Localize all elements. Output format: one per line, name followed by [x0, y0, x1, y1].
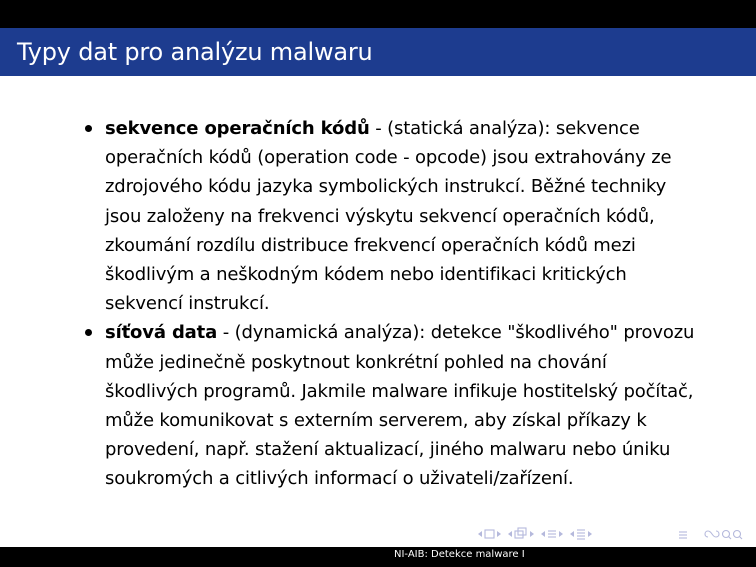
nav-document-next-icon[interactable]	[588, 531, 592, 537]
slide-title: Typy dat pro analýzu malwaru	[17, 38, 373, 66]
nav-subsection-icon[interactable]	[515, 528, 526, 538]
bullet-item-opcode	[84, 114, 704, 318]
nav-document-icon[interactable]	[577, 530, 585, 539]
footer-course-title: NI-AIB: Detekce malware I	[394, 549, 525, 560]
nav-frame-icon[interactable]	[485, 530, 494, 538]
title-bar	[0, 28, 756, 76]
nav-section-prev-icon[interactable]	[541, 531, 545, 537]
nav-section-next-icon[interactable]	[559, 531, 563, 537]
slide-content	[84, 114, 704, 494]
nav-frame-next-icon[interactable]	[497, 531, 501, 537]
bullet-text: - (dynamická analýza): detekce "škodlivého" provozu může jedinečně poskytnout konkrétní pohled na chování škodlivých programů. Jakmile malware infikuje hostitelský počítač, může komunikovat s externím serverem, aby získal příkazy k provedení, např. stažení aktualizací, jiného malwaru nebo úniku soukromých a citlivých informací o uživateli/zařízení.	[105, 322, 695, 490]
nav-document-prev-icon[interactable]	[570, 531, 574, 537]
bullet-term: sekvence operačních kódů	[105, 118, 370, 139]
top-band	[0, 0, 756, 28]
nav-subsection-next-icon[interactable]	[530, 531, 534, 537]
bullet-item-network-data	[84, 318, 704, 493]
bullet-list	[84, 114, 704, 494]
nav-section-icon[interactable]	[548, 531, 556, 537]
bullet-dot-icon	[85, 125, 92, 132]
nav-frame-prev-icon[interactable]	[478, 531, 482, 537]
bullet-term: síťová data	[105, 322, 218, 344]
nav-subsection-prev-icon[interactable]	[508, 531, 512, 537]
nav-appendix-icon[interactable]	[679, 532, 687, 538]
bullet-dot-icon	[85, 329, 92, 336]
footer-bar	[0, 547, 756, 567]
bullet-text: - (statická analýza): sekvence operačních kódů (operation code - opcode) jsou extrahovány ze zdrojového kódu jazyka symbolických instrukcí. Běžné techniky jsou založeny na frekvenci výskytu sekvencí operačních kódů, zkoumání rozdílu distribuce frekvencí operačních kódů mezi škodlivým a neškodným kódem nebo identifikaci kritických sekvencí instrukcí.	[105, 118, 672, 315]
nav-search-icon[interactable]	[705, 531, 742, 540]
beamer-navigation-bar	[474, 526, 750, 542]
